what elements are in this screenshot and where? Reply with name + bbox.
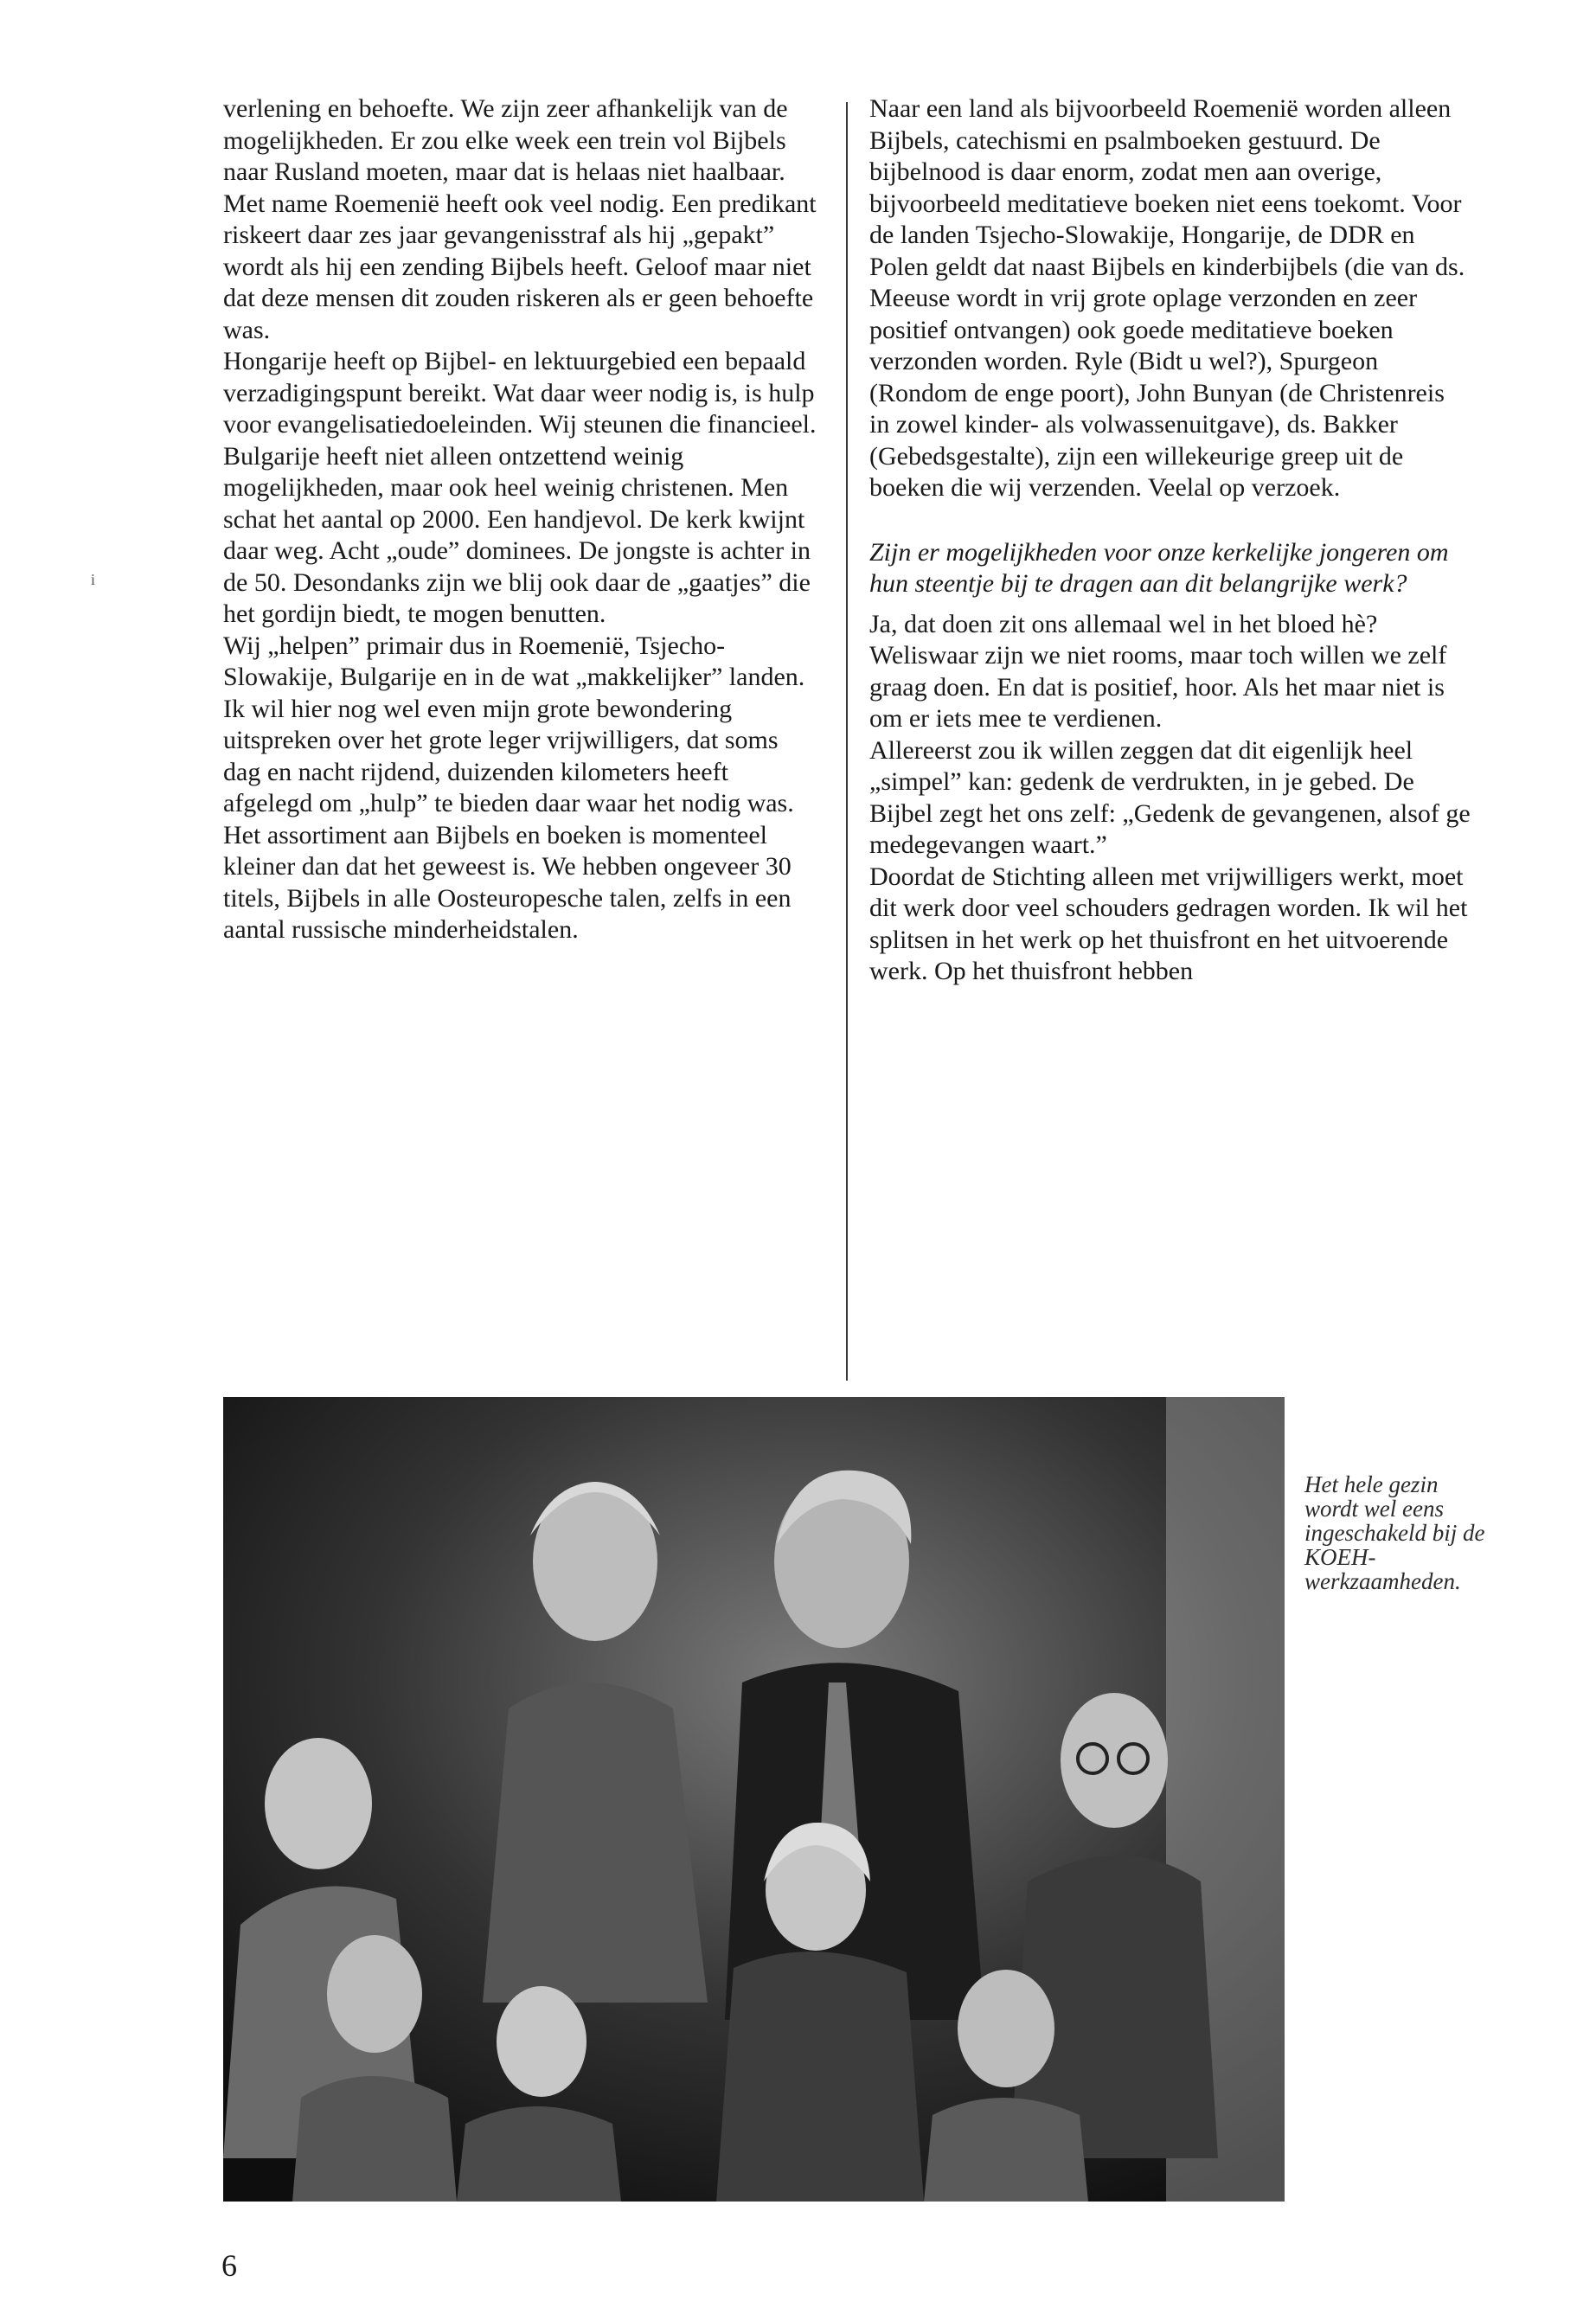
paragraph: Doordat de Stichting alleen met vrijwilligers werkt, moet dit werk door veel schouders gedragen worden. Ik wil het splitsen in het werk op het thuisfront en het uitvoerende werk. Op het thuisfront hebben (869, 862, 1468, 985)
paragraph: Allereerst zou ik willen zeggen dat dit eigenlijk heel „simpel” kan: gedenk de verdrukten, in je gebed. De Bijbel zegt het ons zelf: „Gedenk de gevangenen, alsof ge medegevangen waart.” (869, 735, 1471, 859)
page-number: 6 (221, 2248, 237, 2283)
photo-caption: Het hele gezin wordt wel eens ingeschakeld bij de KOEH-werkzaamheden. (1304, 1471, 1485, 1594)
paragraph: Het assortiment aan Bijbels en boeken is momenteel kleiner dan dat het geweest is. We hebben ongeveer 30 titels, Bijbels in alle Oosteuropesche talen, zelfs in een aantal russische minderheidstalen. (223, 820, 792, 944)
paragraph: Wij „helpen” primair dus in Roemenië, Tsjecho-Slowakije, Bulgarije en in de wat „makkelijker” landen. Ik wil hier nog wel even mijn grote bewondering uitspreken over het grote leger vrijwilligers, dat soms dag en nacht rijdend, duizenden kilometers heeft afgelegd om „hulp” te bieden daar waar het nodig was. (223, 631, 805, 817)
interview-question: Zijn er mogelijkheden voor onze kerkelijke jongeren om hun steentje bij te dragen aan dit belangrijke werk? (869, 537, 1449, 598)
family-photo-illustration (223, 1397, 1285, 2202)
margin-mark: i (91, 571, 96, 588)
family-photo (223, 1397, 1285, 2202)
column-divider (846, 102, 848, 1381)
paragraph: Hongarije heeft op Bijbel- en lektuurgebied een bepaald verzadigingspunt bereikt. Wat daar weer nodig is, is hulp voor evangelisatiedoeleinden. Wij steunen die financieel. (223, 347, 817, 439)
paragraph: Ja, dat doen zit ons allemaal wel in het bloed hè? Weliswaar zijn we niet rooms, maar toch willen we zelf graag doen. En dat is positief, hoor. Als het maar niet is om er iets mee te verdienen. (869, 609, 1447, 733)
right-column (869, 93, 1471, 988)
paragraph: verlening en behoefte. We zijn zeer afhankelijk van de mogelijkheden. Er zou elke week een trein vol Bijbels naar Rusland moeten, maar dat is helaas niet haalbaar. Met name Roemenië heeft ook veel nodig. Een predikant riskeert daar zes jaar gevangenisstraf als hij „gepakt” wordt als hij een zending Bijbels heeft. Geloof maar niet dat deze mensen dit zouden riskeren als er geen behoefte was. (223, 94, 817, 344)
paragraph: Bulgarije heeft niet alleen ontzettend weinig mogelijkheden, maar ook heel weinig christenen. Men schat het aantal op 2000. Een handjevol. De kerk kwijnt daar weg. Acht „oude” dominees. De jongste is achter in de 50. Desondanks zijn we blij ook daar de „gaatjes” die het gordijn biedt, te mogen benutten. (223, 441, 811, 628)
paragraph: Naar een land als bijvoorbeeld Roemenië worden alleen Bijbels, catechismi en psalmboeken gestuurd. De bijbelnood is daar enorm, zodat men aan overige, bijvoorbeeld meditatieve boeken niet eens toekomt. Voor de landen Tsjecho-Slowakije, Hongarije, de DDR en Polen geldt dat naast Bijbels en kinderbijbels (die van ds. Meeuse wordt in vrij grote oplage verzonden en zeer positief ontvangen) ook goede meditatieve boeken verzonden worden. Ryle (Bidt u wel?), Spurgeon (Rondom de enge poort), John Bunyan (de Christenreis in zowel kinder- als volwassenuitgave), ds. Bakker (Gebedsgestalte), zijn een willekeurige greep uit de boeken die wij verzenden. Veelal op verzoek. (869, 94, 1465, 502)
left-column (223, 93, 820, 946)
